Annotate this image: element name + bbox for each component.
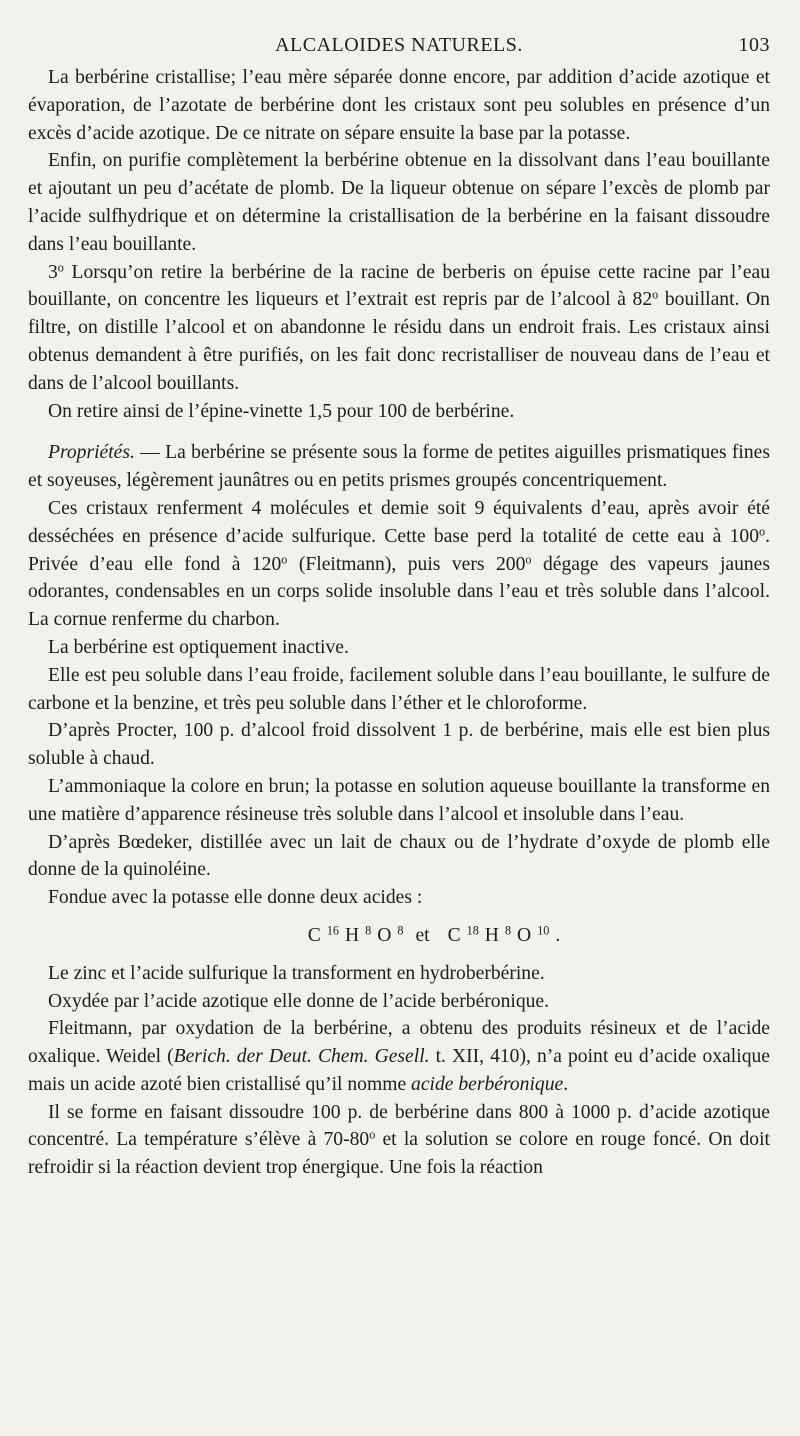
- page-number: 103: [738, 34, 770, 56]
- paragraph-text: bouillant. On filtre, on distille l’alcool et on abandonne le résidu dans un endroit frais. Les cristaux ainsi obtenus demandent à être purifiés, on les fait donc recristalliser de nouveau dans de l’eau et dans de l’alcool bouillants.: [28, 289, 770, 394]
- paragraph-text: dégage des vapeurs jaunes odorantes, condensables en un corps solide insoluble dans l’eau et très soluble dans l’alcool. La cornue renferme du charbon.: [28, 553, 771, 631]
- chemical-formulas: [28, 922, 770, 950]
- paragraph-zinc: Le zinc et l’acide sulfurique la transforment en hydroberbérine.: [48, 962, 545, 984]
- paragraph-text: Ces cristaux renferment 4 molécules et demie soit 9 équivalents d’eau, après avoir été desséchées en présence d’acide sulfurique. Cette base perd la totalité de cette eau à 100: [28, 497, 770, 547]
- paragraph-optical: La berbérine est optiquement inactive.: [48, 636, 349, 658]
- formula-one: C $^{16}$ H $^8$ O $^8$: [307, 923, 404, 946]
- citation: Berich. der Deut. Chem. Gesell.: [173, 1046, 430, 1068]
- paragraph-text: t. XII, 410), n’a point eu d’acide oxalique mais un acide azoté bien cristallisé qu’il nomme: [28, 1046, 770, 1095]
- body-text: [28, 64, 770, 1182]
- paragraph-text: — La berbérine se présente sous la forme de petites aiguilles prismatiques fines et soyeuses, légèrement jaunâtres ou en petits prismes groupés concentriquement.: [28, 442, 770, 492]
- formula-conjunction: et: [415, 924, 430, 946]
- paragraph-text: Lorsqu’on retire la berbérine de la racine de berberis on épuise cette racine par l’eau bouillante, on concentre les liqueurs et l’extrait est repris par de l’alcool à 82: [28, 261, 770, 311]
- paragraph-yield: On retire ainsi de l’épine-vinette 1,5 pour 100 de berbérine.: [48, 400, 515, 422]
- section-label: Propriétés.: [48, 442, 135, 464]
- paragraph-solubility: Elle est peu soluble dans l’eau froide, facilement soluble dans l’eau bouillante, le sulfure de carbone et la benzine, et très peu soluble dans l’éther et le chloroforme.: [28, 664, 770, 714]
- acid-name: acide berbéronique: [411, 1073, 564, 1095]
- degree-mark: o: [281, 551, 288, 566]
- running-title: ALCALOIDES NATURELS.: [275, 34, 523, 56]
- paragraph-ammonia: L’ammoniaque la colore en brun; la potasse en solution aqueuse bouillante la transforme en une matière d’apparence résineuse très soluble dans l’alcool et insoluble dans l’eau.: [28, 775, 770, 825]
- paragraph-preparation: [28, 1099, 770, 1182]
- degree-mark: o: [525, 551, 532, 566]
- list-number: 3: [48, 261, 58, 283]
- paragraph-text: .: [563, 1073, 569, 1095]
- paragraph-nitrate: La berbérine cristallise; l’eau mère séparée donne encore, par addition d’acide azotique et évaporation, de l’azotate de berbérine dont les cristaux sont peu solubles en présence d’un excès d’acide azotique. De ce nitrate on sépare ensuite la base par la potasse.: [28, 67, 770, 144]
- degree-mark: o: [652, 287, 659, 302]
- paragraph-text: et la solution se colore en rouge foncé. On doit refroidir si la réaction devient trop énergique. Une fois la réaction: [28, 1129, 770, 1179]
- paragraph-oxidation: Oxydée par l’acide azotique elle donne de l’acide berbéronique.: [48, 990, 550, 1012]
- paragraph-boedeker: D’après Bœdeker, distillée avec un lait de chaux ou de l’hydrate d’oxyde de plomb elle donne de la quinoléine.: [28, 831, 770, 881]
- page-header: [28, 30, 770, 64]
- paragraph-text: Il se forme en faisant dissoudre 100 p. de berbérine dans 800 à 1000 p. d’acide azotique concentré. La température s’élève à 70-80: [28, 1101, 770, 1151]
- formula-two: C $^{18}$ H $^8$ O $^{10}$ .: [447, 923, 561, 946]
- paragraph-text: Fleitmann, par oxydation de la berbérine, a obtenu des produits résineux et de l’acide oxalique. Weidel (: [28, 1018, 770, 1068]
- paragraph-berberis-root: [28, 259, 770, 398]
- degree-mark: o: [369, 1127, 376, 1142]
- paragraph-properties: [28, 439, 770, 495]
- paragraph-potash: Fondue avec la potasse elle donne deux acides :: [48, 887, 423, 909]
- paragraph-text: . Privée d’eau elle fond à 120: [28, 525, 770, 575]
- degree-mark: o: [57, 259, 64, 274]
- paragraph-purification: Enfin, on purifie complètement la berbérine obtenue en la dissolvant dans l’eau bouillante et ajoutant un peu d’acétate de plomb. De la liqueur obtenue on sépare l’excès de plomb par l’acide sulfhydrique et on détermine la cristallisation de la berbérine en la faisant dissoudre dans l’eau bouillante.: [28, 150, 770, 255]
- degree-mark: o: [759, 524, 766, 539]
- paragraph-crystals: [28, 495, 770, 634]
- paragraph-procter: D’après Procter, 100 p. d’alcool froid dissolvent 1 p. de berbérine, mais elle est bien plus soluble à chaud.: [28, 720, 770, 770]
- paragraph-text: (Fleitmann), puis vers 200: [287, 553, 526, 575]
- paragraph-fleitmann: [28, 1015, 770, 1098]
